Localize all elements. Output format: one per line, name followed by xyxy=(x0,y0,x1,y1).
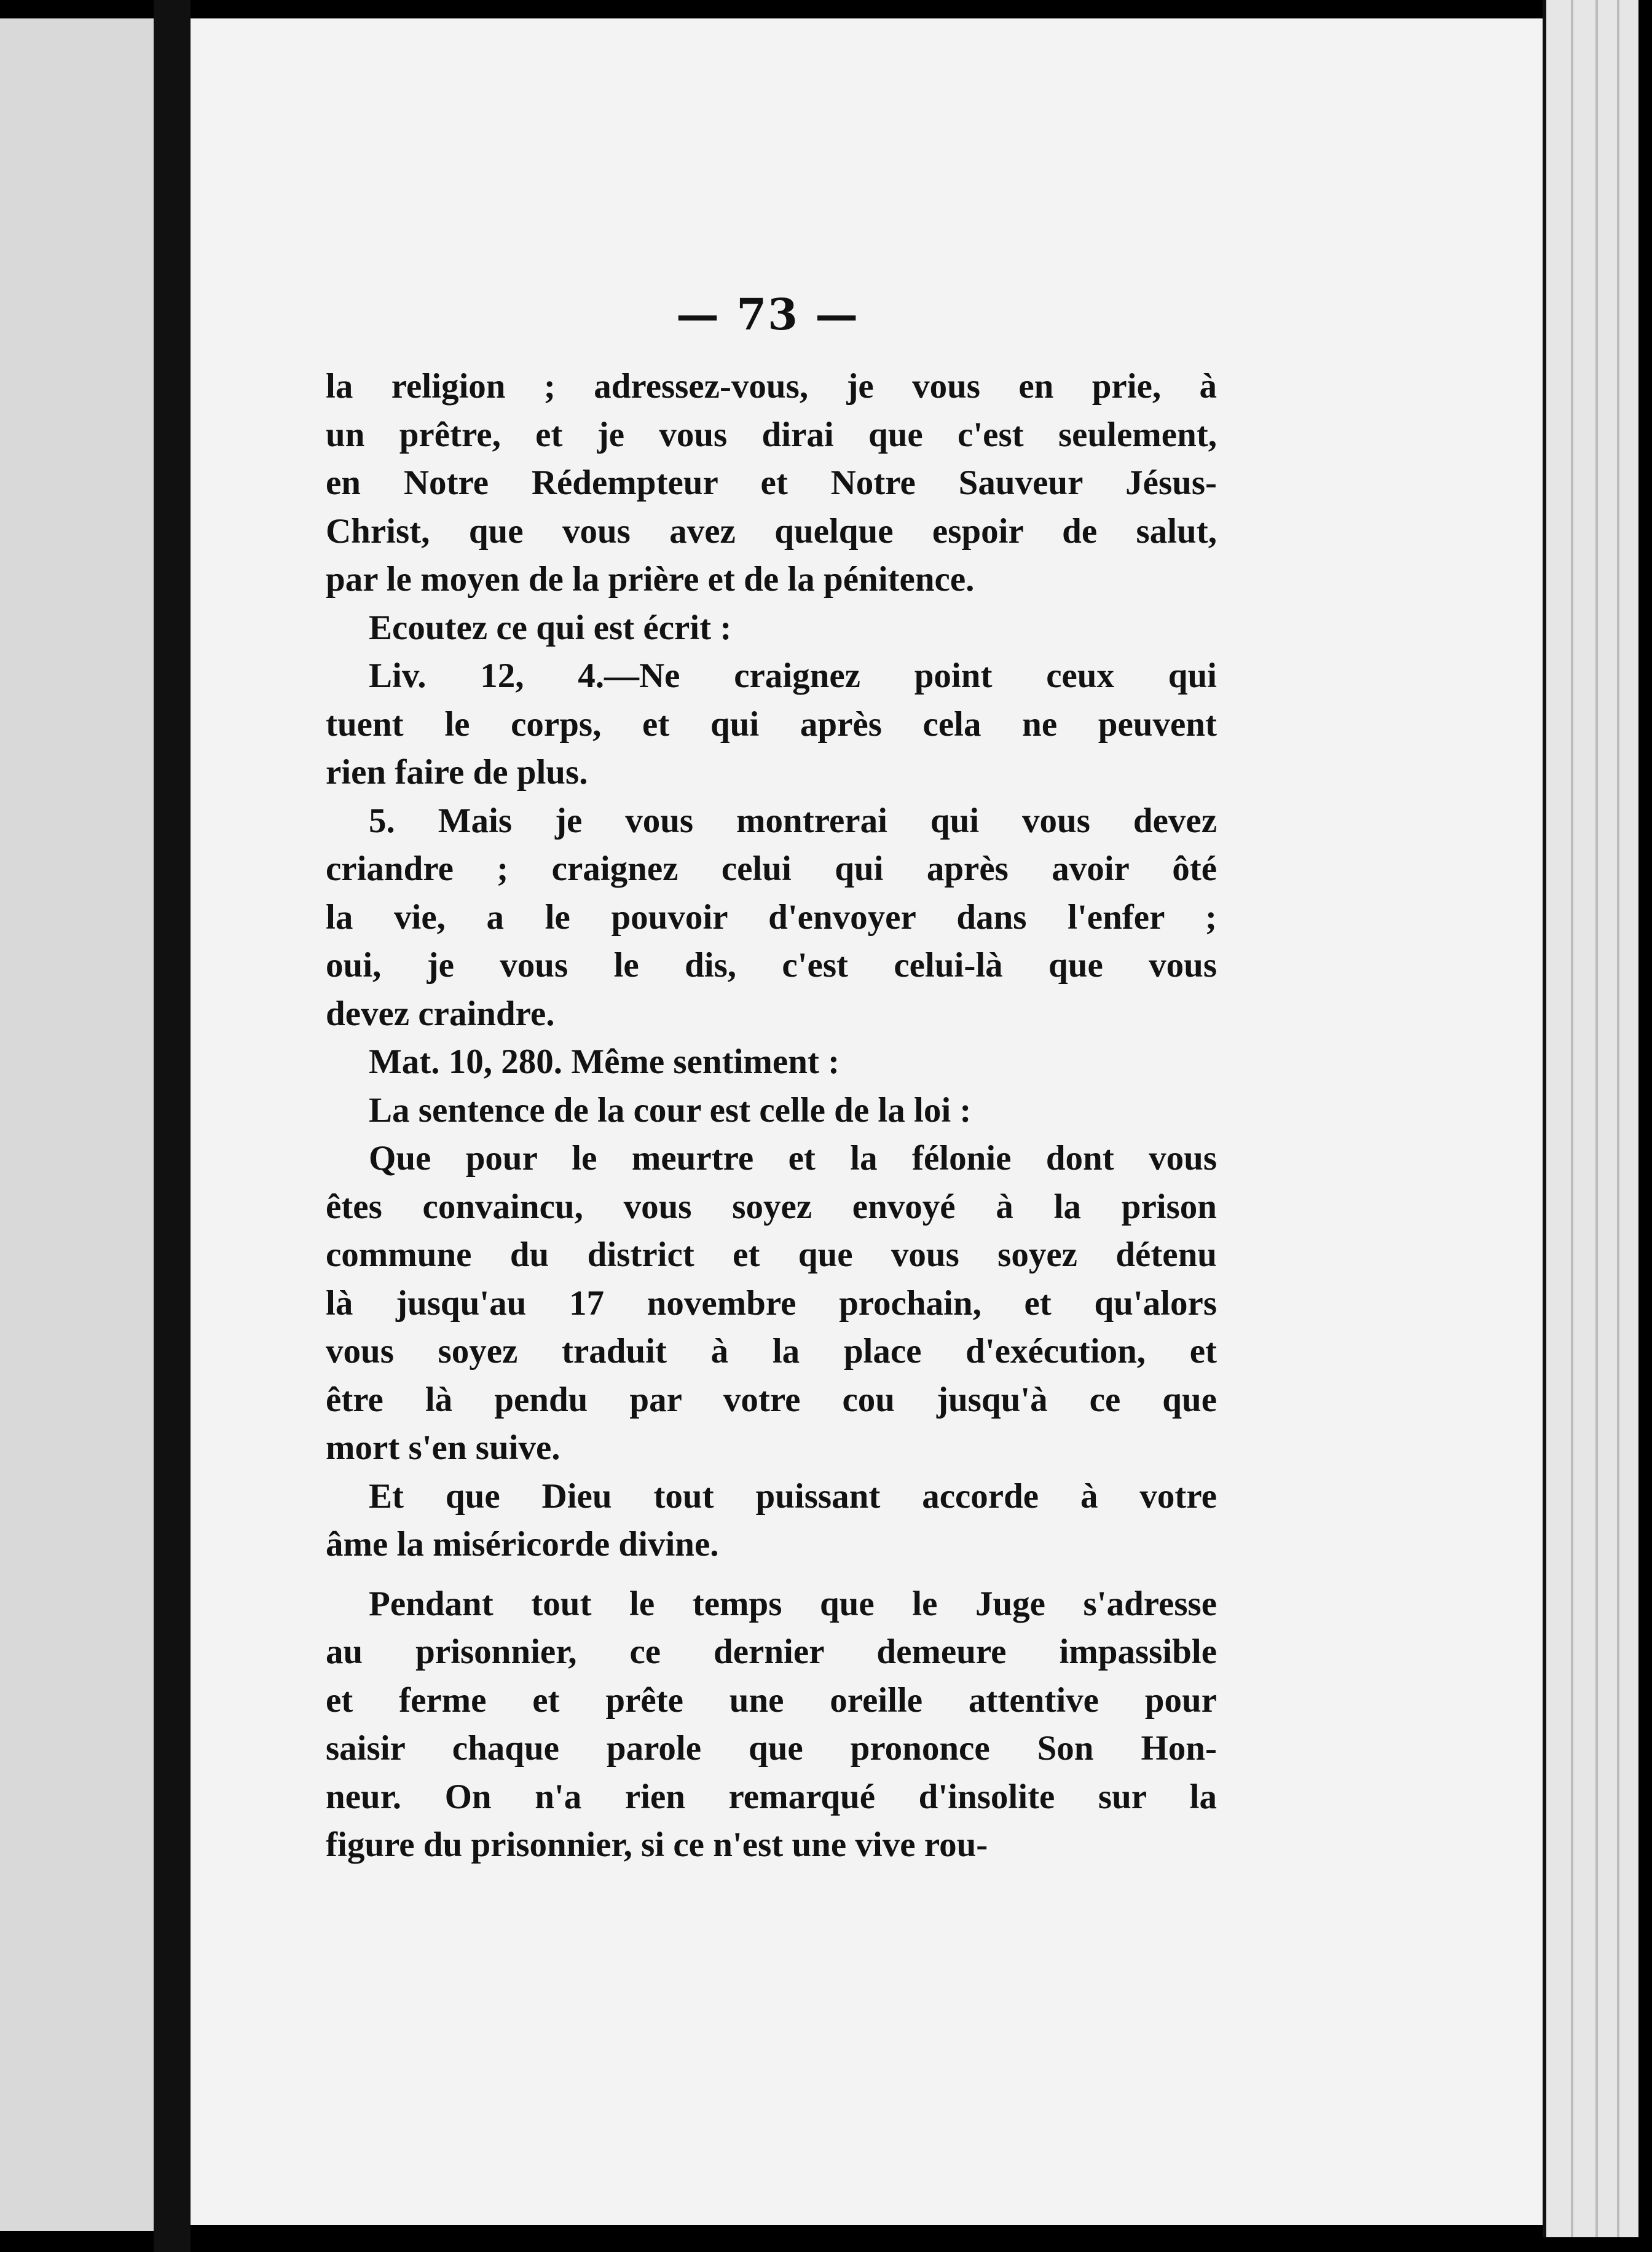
text-line: être là pendu par votre cou jusqu'à ce que xyxy=(326,1380,1217,1419)
text-line: oui, je vous le dis, c'est celui-là que vous xyxy=(326,946,1217,985)
text-line: figure du prisonnier, si ce n'est une vive rou- xyxy=(326,1825,988,1864)
page-stack-edge xyxy=(1543,0,1638,2237)
paragraph-gap xyxy=(326,1569,1217,1580)
previous-page-edge xyxy=(0,18,154,2231)
text-line: par le moyen de la prière et de la pénitence. xyxy=(326,560,975,599)
paragraph xyxy=(326,1038,1217,1087)
text-line: devez craindre. xyxy=(326,994,555,1033)
page-edge-line xyxy=(1571,0,1573,2237)
paragraph xyxy=(326,652,1217,797)
text-line: La sentence de la cour est celle de la loi : xyxy=(369,1090,972,1130)
text-line: Liv. 12, 4.—Ne craignez point ceux qui xyxy=(369,656,1217,695)
text-line: rien faire de plus. xyxy=(326,753,588,792)
page-number: — 73 — xyxy=(676,289,860,340)
text-line: criandre ; craignez celui qui après avoir ôté xyxy=(326,849,1217,888)
paragraph xyxy=(326,1580,1217,1870)
paragraph xyxy=(326,1473,1217,1569)
text-line: tuent le corps, et qui après cela ne peuvent xyxy=(326,704,1217,744)
body-text xyxy=(326,363,1217,1870)
text-line: Pendant tout le temps que le Juge s'adresse xyxy=(369,1584,1217,1623)
text-line: Et que Dieu tout puissant accorde à votre xyxy=(369,1476,1217,1516)
book-binding xyxy=(154,0,191,2252)
text-line: commune du district et que vous soyez détenu xyxy=(326,1235,1217,1274)
text-line: la vie, a le pouvoir d'envoyer dans l'enfer ; xyxy=(326,897,1217,937)
paragraph xyxy=(326,1135,1217,1473)
text-line: êtes convaincu, vous soyez envoyé à la prison xyxy=(326,1187,1217,1226)
text-line: au prisonnier, ce dernier demeure impassible xyxy=(326,1632,1217,1671)
text-line: âme la miséricorde divine. xyxy=(326,1525,719,1564)
paragraph xyxy=(326,1087,1217,1135)
text-line: vous soyez traduit à la place d'exécution, et xyxy=(326,1332,1217,1371)
text-line: Ecoutez ce qui est écrit : xyxy=(369,608,732,647)
paragraph xyxy=(326,363,1217,604)
text-line: et ferme et prête une oreille attentive pour xyxy=(326,1680,1217,1720)
paragraph xyxy=(326,797,1217,1039)
text-line: Que pour le meurtre et la félonie dont vous xyxy=(369,1139,1217,1178)
page-edge-line xyxy=(1595,0,1598,2237)
text-line: Mat. 10, 280. Même sentiment : xyxy=(369,1042,840,1081)
text-line: la religion ; adressez-vous, je vous en prie, à xyxy=(326,367,1217,406)
text-line: neur. On n'a rien remarqué d'insolite sur la xyxy=(326,1777,1217,1816)
text-line: mort s'en suive. xyxy=(326,1428,560,1467)
paragraph xyxy=(326,604,1217,653)
text-line: en Notre Rédempteur et Notre Sauveur Jésus- xyxy=(326,463,1217,502)
text-line: Christ, que vous avez quelque espoir de salut, xyxy=(326,511,1217,551)
text-line: saisir chaque parole que prononce Son Hon- xyxy=(326,1729,1217,1768)
page-edge-line xyxy=(1617,0,1619,2237)
text-line: 5. Mais je vous montrerai qui vous devez xyxy=(369,801,1217,840)
text-line: là jusqu'au 17 novembre prochain, et qu'alors xyxy=(326,1283,1217,1323)
text-line: un prêtre, et je vous dirai que c'est seulement, xyxy=(326,415,1217,454)
